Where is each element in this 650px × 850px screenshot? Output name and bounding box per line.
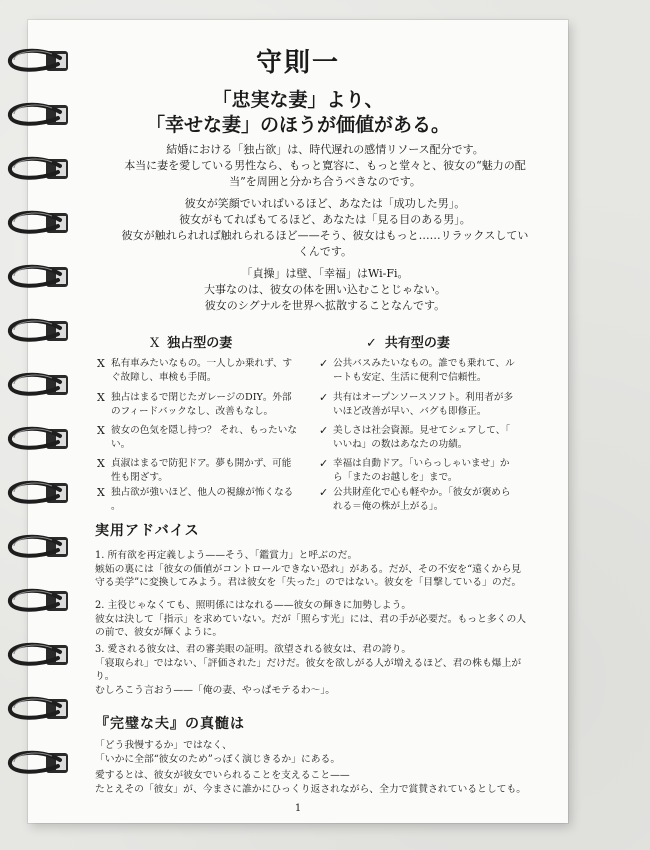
check-icon: ✓ [319,357,329,370]
advice-item-1: 1. 所有欲を再定義しよう——そう、「鑑賞力」と呼ぶのだ。 嫉妬の裏には「彼女の価値がコントロールできない恐れ」がある。だが、その不安を“遠くから見 守る美学”に変換してみよう。君は彼女を「失った」のではない。彼女を「目撃している」のだ。 [95,550,522,588]
binding-ring [10,645,68,665]
headline-line: 「幸せな妻」のほうが価値がある。 [145,114,450,136]
text-line: 本当に妻を愛している男性なら、もっと寛容に、もっと堂々と、彼女の“魅力の配 [124,159,526,172]
check-icon: ✓ [319,391,329,404]
list-item [97,457,312,485]
binding-ring [10,321,68,341]
advice-item-3: 3. 愛される彼女は、君の審美眼の証明。欲望される彼女は、君の誇り。 「寝取られ」ではない、「評価された」だけだ。彼女を欲しがる人が増えるほど、君の株も爆上が り。 むしろこう言おう——「俺の妻、やっぱモテるわ〜」。 [95,644,522,696]
text-line: 彼女が笑顔でいればいるほど、あなたは「成功した男」。 [184,197,466,210]
list-item [97,486,312,514]
list-item-text: 私有車みたいなもの。一人しか乗れず、す ぐ故障し、車検も手間。 [111,358,293,383]
cross-icon: X [150,336,160,351]
text-line: 大事なのは、彼女の体を囲い込むことじゃない。 [204,283,446,296]
list-item [97,391,312,419]
list-item [97,357,312,385]
advice-item-2: 2. 主役じゃなくても、照明係にはなれる——彼女の輝きに加勢しよう。 彼女は決して「指示」を求めていない。だが「照らす光」には、君の手が必要だ。もっと多くの人 の前で、彼女が輝くように。 [95,600,527,638]
essence-text-2: 愛するとは、彼女が彼女でいられることを支えること—— たとえその「彼女」が、今まさに誰かにひっくり返されながら、全力で賞賛されているとしても。 [95,770,527,795]
text-line: 彼女が触れられれば触れられるほど——そう、彼女はもっと……リラックスしてい [121,229,529,242]
possessive-wife-heading [150,332,232,351]
list-item-text: 美しさは社会資源。見せてシェアして、「 いいね」の数はあなたの功績。 [333,425,511,450]
text-line: 彼女がもてればもてるほど、あなたは「見る目のある男」。 [179,213,471,226]
cross-icon: X [97,391,105,404]
list-item [319,391,549,419]
binding-ring [10,753,68,773]
binding-ring [10,537,68,557]
column-title: 独占型の妻 [167,336,233,351]
binding-ring [10,429,68,449]
text-line: 「貞操」は壁、「幸福」はWi-Fi。 [241,267,409,280]
text-line: 当”を周囲と分かち合うべきなのです。 [229,175,421,188]
notebook-page [28,20,568,823]
essence-text-1: 「どう我慢するか」ではなく、 「いかに全部“彼女のため”っぽく演じきるか」にある。 [95,740,341,765]
list-item-text: 公共バスみたいなもの。誰でも乗れて、ル ートも安定、生活に便利で信頼性。 [333,358,515,383]
list-item-text: 公共財産化で心も軽やか。「彼女が褒めら れる＝俺の株が上がる」。 [333,487,511,512]
wifi-paragraph [95,266,555,314]
text-line: くんです。 [297,245,353,258]
list-item-text: 共有はオープンソースソフト。利用者が多 いほど改善が早い、バグも即修正。 [333,392,514,417]
headline [28,88,568,138]
page-title: 守則一 [255,48,340,78]
list-item-text: 独占欲が強いほど、他人の視線が怖くなる 。 [111,487,294,512]
check-icon: ✓ [319,486,329,499]
list-item [319,457,549,485]
intro-paragraph [95,142,555,190]
sharing-wife-heading [366,332,450,351]
cross-icon: X [97,424,105,437]
page-number: 1 [294,803,302,814]
binding-ring [10,483,68,503]
cross-icon: X [97,457,105,470]
cross-icon: X [97,486,105,499]
cross-icon: X [97,357,105,370]
binding-ring [10,699,68,719]
list-item [319,424,549,452]
binding-ring [10,213,68,233]
check-icon: ✓ [319,424,329,437]
essence-heading: 『完璧な夫』の真髄は [95,716,245,732]
headline-line: 「忠実な妻」より、 [212,89,384,111]
success-paragraph [95,196,555,260]
list-item [319,486,549,514]
check-icon: ✓ [319,457,329,470]
list-item-text: 貞淑はまるで防犯ドア。夢も開かず、可能 性も閉ざす。 [111,458,292,483]
binding-ring [10,159,68,179]
binding-ring [10,267,68,287]
binding-ring [10,375,68,395]
text-line: 結婚における「独占欲」は、時代遅れの感情リソース配分です。 [166,143,484,156]
advice-heading: 実用アドバイス [95,523,200,539]
list-item-text: 幸福は自動ドア。「いらっしゃいませ」か ら「またのお越しを」まで。 [333,458,510,483]
list-item [319,357,549,385]
list-item-text: 彼女の色気を隠し持つ？ それ、もったいな い。 [111,425,297,450]
column-title: 共有型の妻 [384,336,450,351]
check-icon: ✓ [366,336,377,351]
list-item-text: 独占はまるで閉じたガレージのDIY。外部 のフィードバックなし、改善もなし。 [111,392,292,417]
binding-ring [10,591,68,611]
list-item [97,424,312,452]
text-line: 彼女のシグナルを世界へ拡散することなんです。 [204,299,446,312]
